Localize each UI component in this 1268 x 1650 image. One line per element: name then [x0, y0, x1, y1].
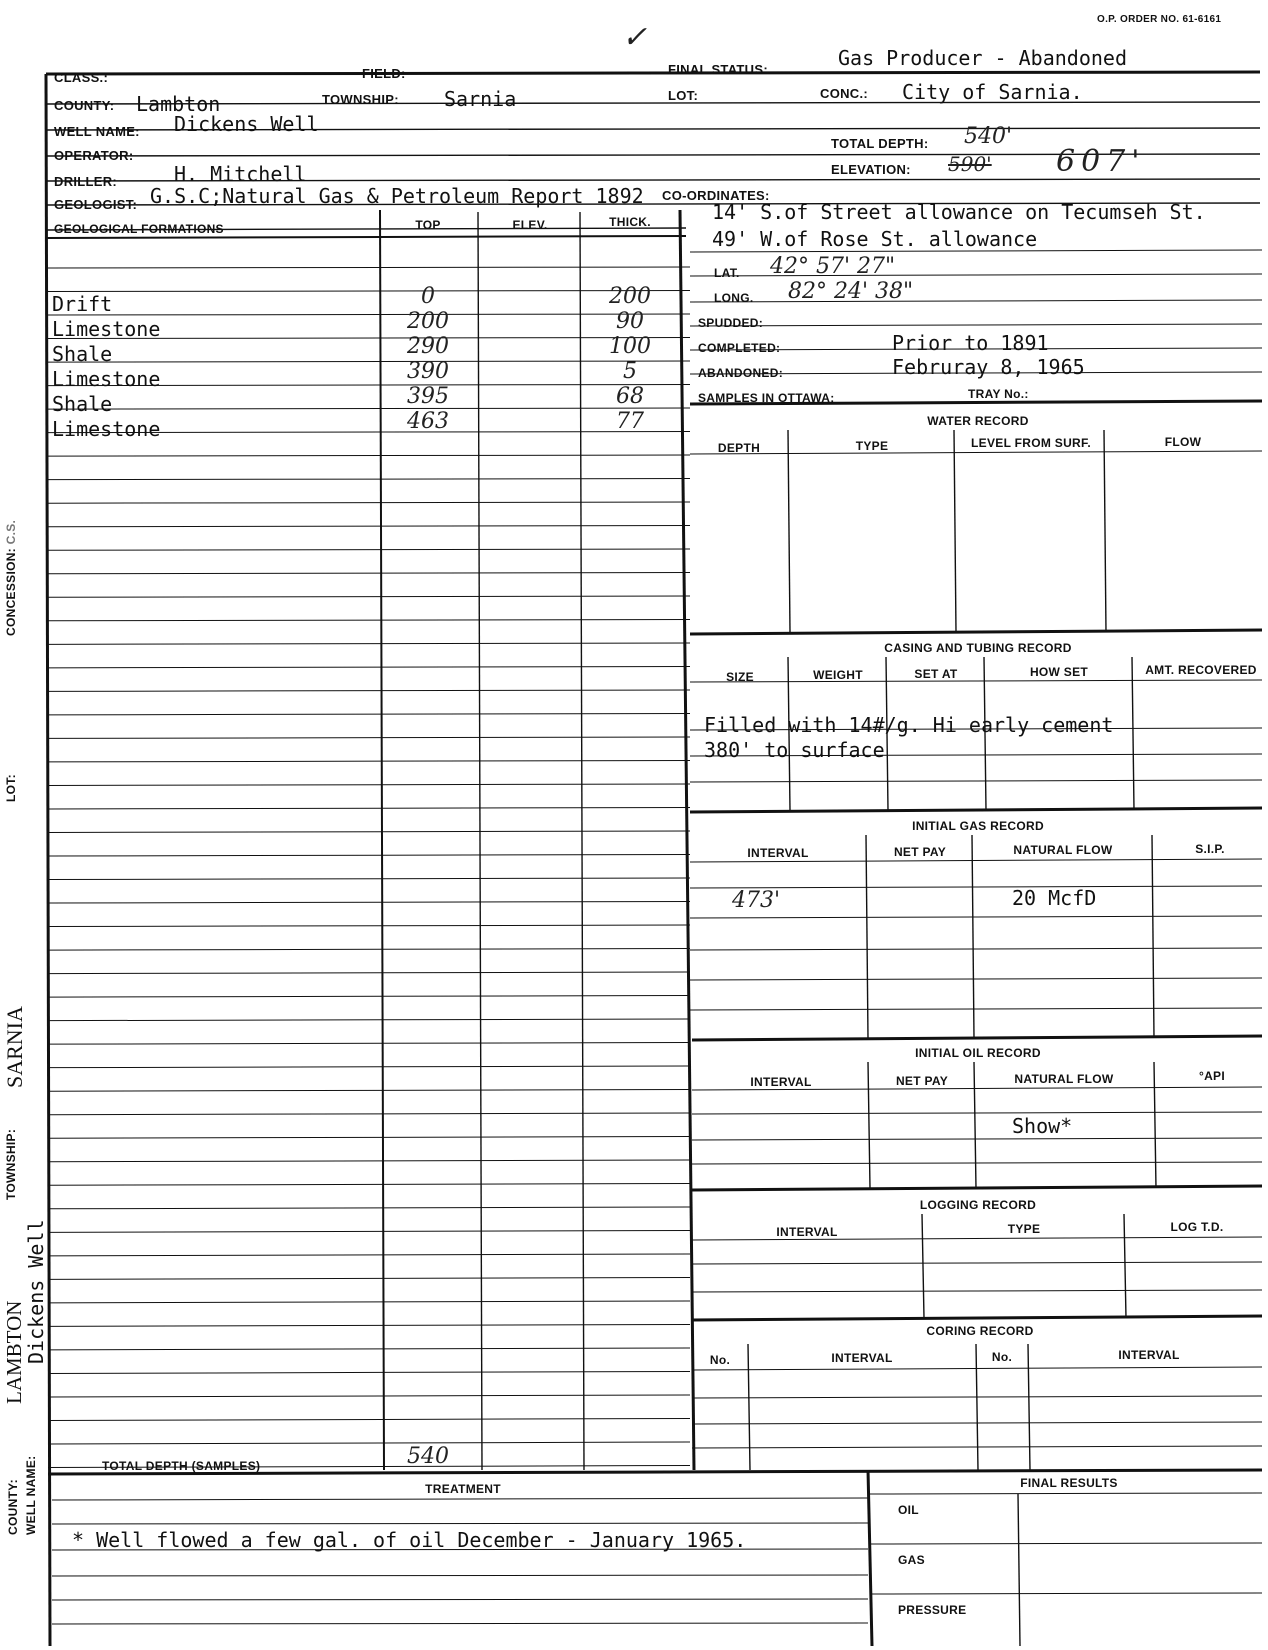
rule-line — [48, 690, 690, 691]
rule-line — [788, 430, 790, 632]
formation-top: 0 — [421, 284, 435, 309]
rule-line — [48, 902, 690, 904]
coring-record-title: CORING RECORD — [926, 1324, 1034, 1338]
rule-line — [48, 1325, 690, 1327]
casing-header-set-at: SET AT — [914, 667, 958, 681]
rule-line — [48, 620, 690, 621]
margin-well-name-value: Dickens Well — [24, 1219, 48, 1364]
rule-line — [48, 1090, 690, 1092]
formation-top: 463 — [407, 409, 449, 434]
gas-header-net-pay: NET PAY — [893, 845, 947, 859]
lot-label: LOT: — [668, 88, 699, 103]
rule-line — [48, 831, 690, 832]
rule-line — [972, 835, 974, 1038]
rule-line — [48, 1301, 690, 1303]
treatment-final-divider — [868, 1470, 872, 1646]
casing-record-top — [690, 630, 1262, 634]
total-depth-samples-label: TOTAL DEPTH (SAMPLES) — [102, 1459, 261, 1473]
formation-thick: 200 — [609, 284, 651, 309]
water-header-depth: DEPTH — [717, 441, 761, 455]
rule-line — [690, 1008, 1262, 1010]
total-depth-value: 540' — [964, 124, 1013, 149]
rule-line — [48, 1254, 690, 1256]
formation-name: Limestone — [52, 417, 161, 441]
coordinates-line-2: 49' W.of Rose St. allowance — [712, 227, 1038, 251]
rule-line — [48, 455, 690, 456]
casing-entry-line-2: 380' to surface — [704, 738, 885, 762]
formation-top: 395 — [407, 384, 449, 409]
rule-line — [692, 1112, 1262, 1114]
rule-line — [48, 1160, 690, 1162]
rule-line — [48, 596, 690, 597]
rule-line — [48, 1348, 690, 1350]
rule-line — [1018, 1494, 1020, 1646]
gas-header-natural-flow: NATURAL FLOW — [1013, 843, 1113, 857]
rule-line — [48, 1372, 690, 1374]
well-name-value: Dickens Well — [174, 112, 319, 136]
casing-entry-line-1: Filled with 14#/g. Hi early cement — [704, 713, 1114, 737]
top-border — [46, 72, 1260, 74]
gas-header-interval: INTERVAL — [747, 846, 809, 860]
rule-line — [48, 1395, 690, 1397]
rule-line — [48, 1419, 690, 1421]
rule-line — [692, 1290, 1262, 1292]
casing-header-amt-recovered: AMT. RECOVERED — [1145, 663, 1257, 677]
rule-line — [48, 1043, 690, 1045]
margin-concession-label: CONCESSION: C.S. — [4, 519, 18, 636]
oil-header-net-pay: NET PAY — [895, 1074, 949, 1088]
total-depth-samples-value: 540 — [407, 1444, 449, 1469]
rule-line — [48, 1231, 690, 1233]
rule-line — [48, 737, 690, 738]
rule-line — [48, 714, 690, 715]
rule-line — [48, 502, 690, 503]
formation-name: Limestone — [52, 317, 161, 341]
final-results-oil-label: OIL — [898, 1503, 919, 1517]
rule-line — [52, 1599, 868, 1600]
formations-header-thick: THICK. — [609, 215, 651, 229]
long-label: LONG. — [714, 291, 754, 305]
rule-line — [48, 1278, 690, 1280]
oil-record-title: INITIAL OIL RECORD — [915, 1046, 1041, 1060]
well-name-label: WELL NAME: — [54, 124, 140, 139]
logging-record-top — [692, 1186, 1262, 1190]
margin-lot-label: LOT: — [4, 774, 18, 802]
check-mark-icon: ✓ — [622, 20, 648, 55]
total-depth-label: TOTAL DEPTH: — [831, 136, 929, 151]
rule-line — [692, 1138, 1262, 1140]
oil-header-natural-flow: NATURAL FLOW — [1014, 1072, 1114, 1086]
water-header-flow: FLOW — [1164, 435, 1202, 449]
casing-header-how-set: HOW SET — [1029, 665, 1089, 679]
final-status-value: Gas Producer - Abandoned — [838, 46, 1127, 70]
rule-line — [48, 949, 690, 951]
logging-header-type: TYPE — [1007, 1222, 1041, 1236]
rule-line — [48, 479, 690, 480]
rule-line — [690, 978, 1262, 980]
formation-top: 290 — [407, 334, 449, 359]
casing-header-weight: WEIGHT — [813, 668, 863, 682]
rule-line — [48, 1113, 690, 1115]
conc-label: CONC.: — [820, 86, 869, 101]
margin-well-name-label: WELL NAME: — [24, 1455, 38, 1535]
rule-line — [48, 808, 690, 809]
conc-value: City of Sarnia. — [902, 80, 1083, 104]
township-value: Sarnia — [444, 87, 517, 111]
formations-header-rule — [46, 236, 686, 238]
rule-line — [48, 643, 690, 644]
formations-header-top: TOP — [415, 218, 441, 232]
coordinates-line-1: 14' S.of Street allowance on Tecumseh St. — [712, 200, 1206, 224]
formation-top: 200 — [407, 309, 449, 334]
formation-thick: 77 — [616, 409, 644, 434]
gas-header-sip: S.I.P. — [1195, 842, 1225, 856]
rule-line — [692, 1262, 1262, 1264]
rule-line — [1152, 835, 1154, 1038]
lat-value: 42° 57' 27" — [770, 254, 896, 279]
rule-line — [870, 1593, 1262, 1594]
rule-line — [48, 1207, 690, 1209]
formation-thick: 90 — [616, 309, 644, 334]
formation-name: Shale — [52, 342, 113, 366]
formations-right-border — [680, 210, 694, 1470]
rule-line — [48, 667, 690, 668]
rule-line — [48, 267, 690, 268]
oil-header-interval: INTERVAL — [750, 1075, 812, 1089]
rule-line — [48, 878, 690, 880]
long-value: 82° 24' 38" — [788, 279, 914, 304]
margin-county-value: LAMBTON — [2, 1300, 26, 1404]
rule-line — [690, 916, 1262, 918]
gas-interval-value: 473' — [732, 888, 781, 913]
rule-line — [52, 1623, 868, 1624]
elevation-struck-value: 590' — [948, 152, 992, 176]
formation-thick: 68 — [616, 384, 644, 409]
rule-line — [48, 1019, 690, 1021]
abandoned-label: ABANDONED: — [698, 366, 783, 380]
formation-name: Shale — [52, 392, 113, 416]
rule-line — [866, 835, 868, 1038]
county-label: COUNTY: — [54, 98, 115, 113]
rule-line — [48, 1066, 690, 1068]
formation-top: 390 — [407, 359, 449, 384]
formation-name: Drift — [52, 292, 113, 316]
coring-header-no-2: No. — [991, 1350, 1013, 1364]
rule-line — [870, 1543, 1262, 1544]
rule-line — [48, 1184, 690, 1186]
oil-record-top — [692, 1036, 1262, 1040]
casing-header-size: SIZE — [726, 670, 754, 684]
formation-name: Limestone — [52, 367, 161, 391]
coring-header-interval-1: INTERVAL — [831, 1351, 893, 1365]
water-record-title: WATER RECORD — [927, 414, 1029, 428]
abandoned-value: Februray 8, 1965 — [892, 355, 1085, 379]
logging-header-log-td: LOG T.D. — [1170, 1220, 1224, 1234]
casing-record-title: CASING AND TUBING RECORD — [884, 641, 1072, 655]
rule-line — [48, 761, 690, 762]
final-status-label: FINAL STATUS: — [668, 62, 768, 77]
margin-township-value: SARNIA — [2, 1006, 27, 1088]
formation-thick: 100 — [609, 334, 651, 359]
rule-line — [52, 1498, 868, 1500]
driller-value: H. Mitchell — [174, 162, 307, 186]
lat-label: LAT. — [714, 266, 740, 280]
rule-line — [954, 430, 956, 632]
logging-record-title: LOGGING RECORD — [919, 1198, 1037, 1212]
final-results-gas-label: GAS — [898, 1553, 925, 1567]
rule-line — [690, 324, 1262, 326]
treatment-note: * Well flowed a few gal. of oil December - January 1965. — [72, 1528, 747, 1552]
township-label: TOWNSHIP: — [322, 92, 399, 107]
margin-township-label: TOWNSHIP: — [4, 1128, 18, 1200]
gas-record-top — [690, 808, 1262, 812]
operator-label: OPERATOR: — [54, 148, 134, 163]
rule-line — [1104, 430, 1106, 632]
rule-line — [48, 784, 690, 785]
formations-col-elev — [478, 212, 482, 1470]
formations-header-name: GEOLOGICAL FORMATIONS — [54, 222, 224, 236]
gas-record-title: INITIAL GAS RECORD — [912, 819, 1044, 833]
left-border — [46, 74, 50, 1646]
logging-header-interval: INTERVAL — [776, 1225, 838, 1239]
rule-line — [52, 1575, 868, 1576]
rule-line — [870, 1493, 1262, 1494]
coring-header-no-1: No. — [709, 1353, 731, 1367]
rule-line — [690, 300, 1262, 302]
tray-no-label: TRAY No.: — [968, 387, 1029, 401]
formations-header-elev: ELEV. — [512, 218, 548, 232]
rule-line — [690, 780, 1262, 782]
coring-header-interval-2: INTERVAL — [1118, 1348, 1180, 1362]
county-value: Lambton — [136, 92, 221, 116]
rule-line — [48, 972, 690, 974]
water-header-type: TYPE — [855, 439, 889, 453]
rule-line — [48, 925, 690, 927]
rule-line — [1028, 1344, 1030, 1470]
completed-label: COMPLETED: — [698, 341, 781, 355]
rule-line — [48, 526, 690, 527]
water-header-level: LEVEL FROM SURF. — [971, 436, 1091, 450]
formation-thick: 5 — [623, 359, 637, 384]
coordinates-label: CO-ORDINATES: — [662, 188, 770, 203]
rule-line — [48, 549, 690, 550]
field-label: FIELD: — [362, 66, 406, 81]
gas-natural-flow-value: 20 McfD — [1012, 886, 1097, 910]
rule-line — [48, 1442, 690, 1444]
rule-line — [48, 996, 690, 998]
coring-record-top — [692, 1316, 1262, 1320]
geologist-value: G.S.C;Natural Gas & Petroleum Report 1892 — [150, 184, 644, 208]
rule-line — [48, 573, 690, 574]
rule-line — [48, 1137, 690, 1139]
elevation-handwritten-value: 607' — [1056, 144, 1146, 179]
oil-header-api: °API — [1198, 1069, 1225, 1083]
spudded-label: SPUDDED: — [698, 316, 764, 330]
oil-natural-flow-value: Show* — [1012, 1114, 1073, 1138]
treatment-title: TREATMENT — [425, 1482, 501, 1496]
final-results-title: FINAL RESULTS — [1020, 1476, 1118, 1490]
rule-line — [48, 855, 690, 857]
driller-label: DRILLER: — [54, 174, 118, 189]
geologist-label: GEOLOGIST: — [54, 197, 138, 212]
margin-county-label: COUNTY: — [6, 1479, 20, 1535]
rule-line — [690, 948, 1262, 950]
rule-line — [692, 1162, 1262, 1164]
class-label: CLASS.: — [54, 70, 109, 85]
order-number: O.P. ORDER NO. 61-6161 — [1097, 14, 1222, 25]
samples-in-ottawa-label: SAMPLES IN OTTAWA: — [698, 391, 835, 405]
elevation-label: ELEVATION: — [831, 162, 911, 177]
final-results-pressure-label: PRESSURE — [898, 1603, 967, 1617]
rule-line — [52, 1523, 868, 1524]
completed-value: Prior to 1891 — [892, 331, 1049, 355]
